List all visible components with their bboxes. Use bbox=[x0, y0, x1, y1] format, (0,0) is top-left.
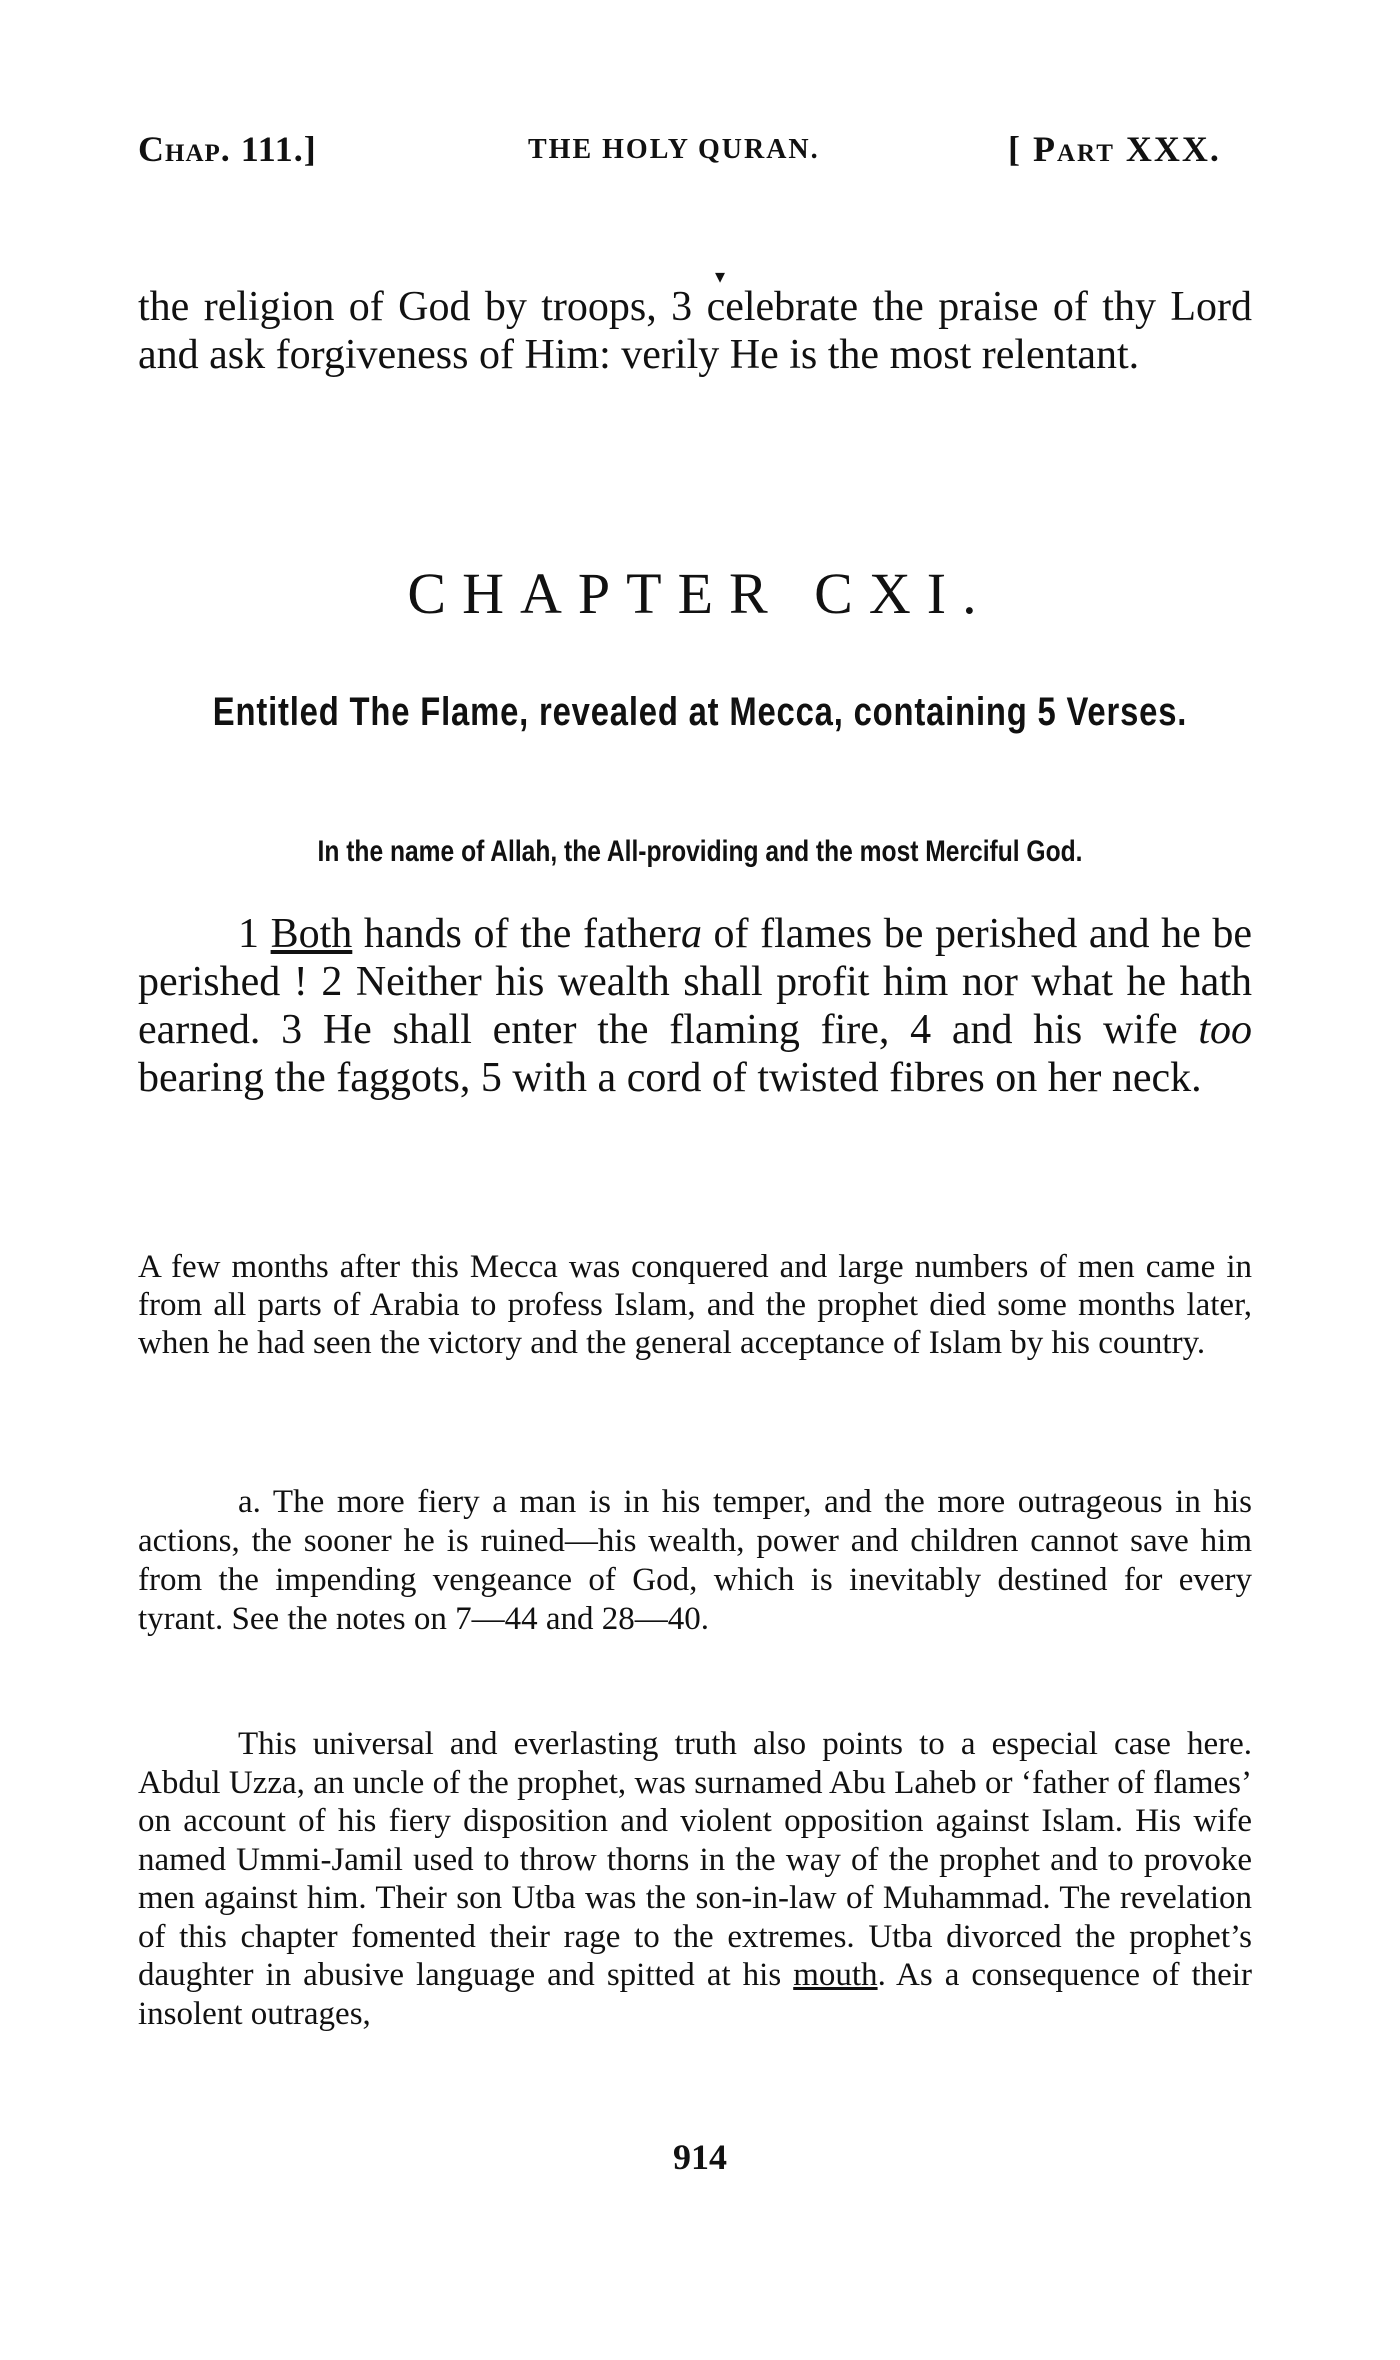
verse-text-3: bearing the faggots, 5 with a cord of twisted fibres on her neck. bbox=[138, 1055, 1202, 1101]
verses-paragraph bbox=[138, 910, 1252, 1102]
footnote-ref-a: a bbox=[680, 911, 702, 957]
running-head bbox=[138, 128, 1258, 178]
invocation: In the name of Allah, the All-providing and the most Merciful God. bbox=[317, 835, 1083, 868]
running-head-chapter: Chap. 111.] bbox=[138, 129, 317, 169]
running-head-title: THE HOLY QURAN. bbox=[528, 134, 820, 165]
chapter-subtitle: Entitled The Flame, revealed at Mecca, containing 5 Verses. bbox=[212, 690, 1188, 734]
italic-too: too bbox=[1198, 1007, 1252, 1053]
ink-mark: ▾ bbox=[715, 266, 726, 288]
note-b-text: This universal and everlasting truth also points to a especial case here. Abdul Uzza, an uncle of the prophet, was surnamed Abu Laheb or ‘father of flames’ on account of his fiery disposition and violent opposition against Islam. His wife named Ummi-Jamil used to throw thorns in the way of the prophet and to provoke men against him. Their son Utba was the son-in-law of Muhammad. The revelation of this chapter fomented their rage to the extremes. Utba divorced the prophet’s daughter in abusive language and spitted at his bbox=[138, 1726, 1252, 1993]
page-number: 914 bbox=[673, 2137, 727, 2177]
note-b-paragraph bbox=[138, 1725, 1252, 2033]
verse-text-2: of flames be perished and he be perished ! 2 Neither his wealth shall profit him nor what he hath earned. 3 He shall enter the flaming fire, 4 and his wife bbox=[138, 911, 1252, 1053]
note-b-tail: . As a consequence of their insolent outrages, bbox=[138, 1957, 1252, 2032]
carryover-paragraph: the religion of God by troops, 3 celebrate the praise of thy Lord and ask forgiveness of Him: verily He is the most relentant. bbox=[138, 284, 1252, 378]
note-b-mouth: mouth bbox=[793, 1957, 878, 1993]
verse-start: 1 bbox=[238, 911, 271, 957]
verse-text-1: hands of the father bbox=[352, 911, 681, 957]
running-head-part: [ Part XXX. bbox=[1008, 129, 1221, 169]
note-a-paragraph: a. The more fiery a man is in his temper, and the more outrageous in his actions, the sooner he is ruined—his wealth, power and children cannot save him from the impending vengeance of God, which is inevitably destined for every tyrant. See the notes on 7—44 and 28—40. bbox=[138, 1484, 1252, 1637]
commentary-paragraph: A few months after this Mecca was conquered and large numbers of men came in from all parts of Arabia to profess Islam, and the prophet died some months later, when he had seen the victory and the general acceptance of Islam by his country. bbox=[138, 1249, 1252, 1361]
chapter-heading: CHAPTER CXI. bbox=[407, 561, 993, 626]
verse-first-word: Both bbox=[270, 911, 353, 957]
